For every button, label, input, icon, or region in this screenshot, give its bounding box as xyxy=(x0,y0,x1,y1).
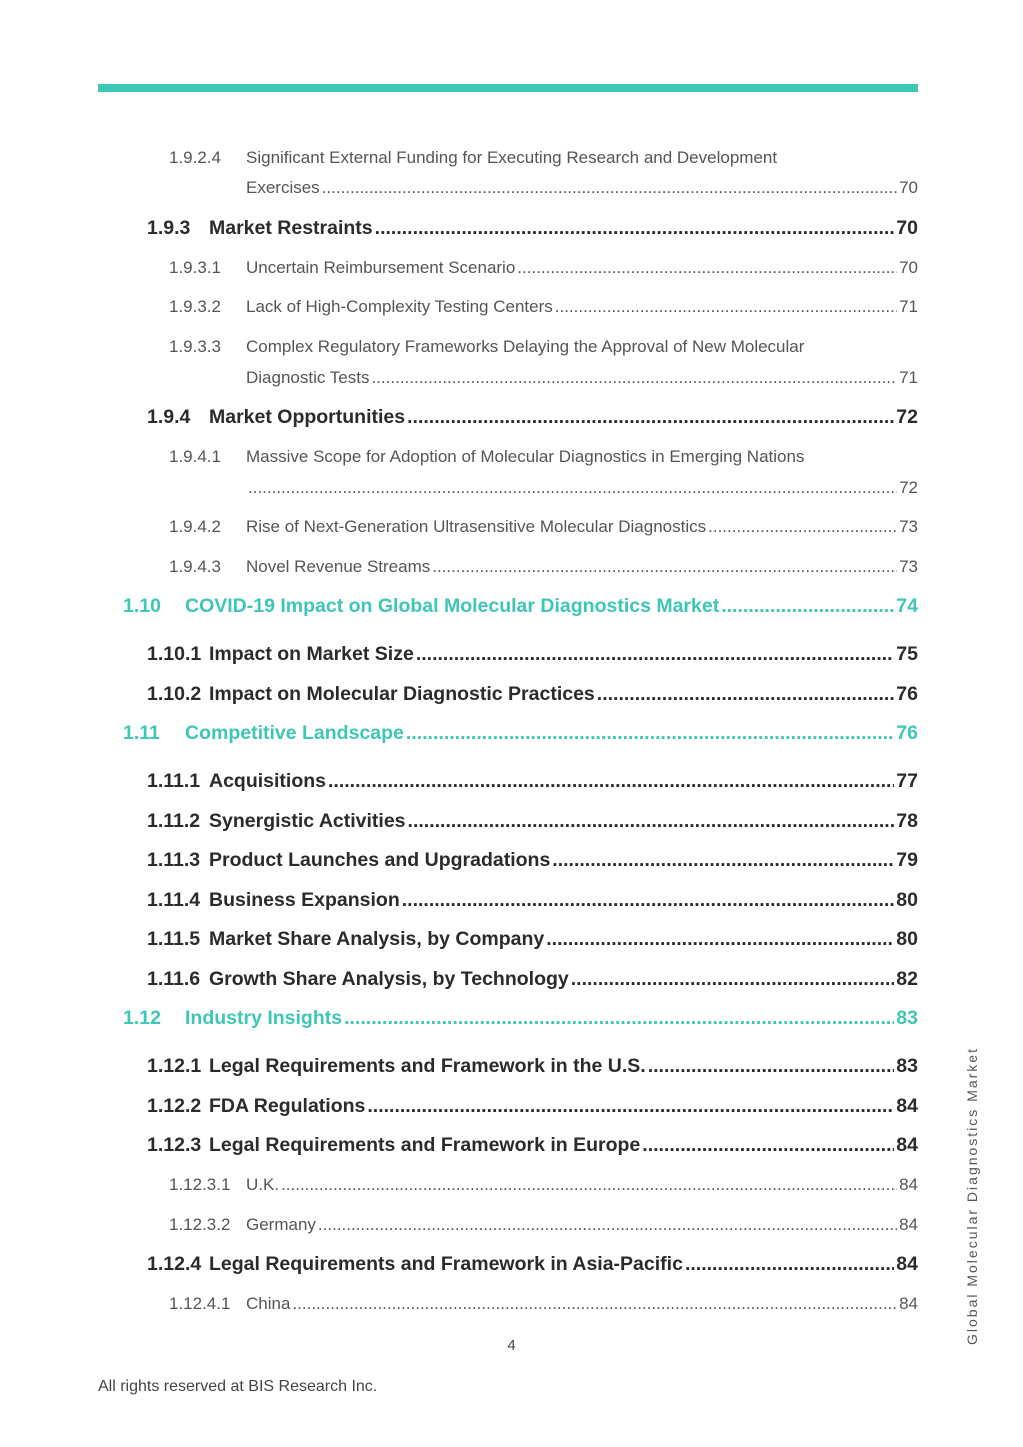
toc-title: Impact on Molecular Diagnostic Practices xyxy=(209,683,595,705)
toc-title: Growth Share Analysis, by Technology xyxy=(209,968,569,990)
toc-entry-1-12-4[interactable] xyxy=(147,1253,918,1276)
toc-number: 1.9.4.1 xyxy=(169,447,221,466)
toc-number: 1.11.4 xyxy=(147,889,201,911)
toc-title: COVID-19 Impact on Global Molecular Diagnostics Market xyxy=(185,595,720,617)
toc-title-line1: Massive Scope for Adoption of Molecular Diagnostics in Emerging Nations xyxy=(246,447,805,466)
toc-number: 1.12.3.1 xyxy=(169,1175,231,1194)
toc-title: China xyxy=(246,1294,291,1313)
toc-entry-1-9-4[interactable] xyxy=(147,406,918,429)
toc-entry-1-11[interactable] xyxy=(123,722,918,745)
toc-page: 84 xyxy=(896,1134,918,1156)
toc-page: 70 xyxy=(899,258,918,277)
toc-entry-1-11-3[interactable] xyxy=(147,849,918,872)
toc-entry-1-12-2[interactable] xyxy=(147,1095,918,1118)
toc-number: 1.9.3.2 xyxy=(169,297,221,316)
toc-leader-dots xyxy=(416,643,894,666)
toc-number: 1.12.3 xyxy=(147,1134,202,1156)
toc-title: Rise of Next-Generation Ultrasensitive Molecular Diagnostics xyxy=(246,517,707,536)
toc-entry-1-12-4-1[interactable] xyxy=(169,1294,918,1314)
toc-page: 72 xyxy=(896,406,918,428)
toc-title: Impact on Market Size xyxy=(209,643,414,665)
toc-leader-dots xyxy=(571,968,895,991)
toc-leader-dots xyxy=(432,557,897,577)
toc-title: Lack of High-Complexity Testing Centers xyxy=(246,297,553,316)
toc-leader-dots xyxy=(248,478,897,498)
toc-entry-1-10[interactable] xyxy=(123,595,918,618)
toc-page: 72 xyxy=(899,478,918,497)
toc-number: 1.9.4.2 xyxy=(169,517,221,536)
toc-title: Market Restraints xyxy=(209,217,373,239)
toc-title-line1: Complex Regulatory Frameworks Delaying the Approval of New Molecular xyxy=(246,337,805,356)
toc-page: 84 xyxy=(899,1215,918,1234)
copyright-notice: All rights reserved at BIS Research Inc. xyxy=(98,1378,378,1395)
toc-title: Industry Insights xyxy=(185,1007,343,1029)
toc-entry-1-11-1[interactable] xyxy=(147,770,918,793)
toc-leader-dots xyxy=(402,889,895,912)
toc-number: 1.11.6 xyxy=(147,968,201,990)
toc-leader-dots xyxy=(371,368,897,388)
toc-title: Legal Requirements and Framework in Europe xyxy=(209,1134,641,1156)
toc-page: 83 xyxy=(896,1007,918,1029)
toc-entry-1-9-3-2[interactable] xyxy=(169,297,918,317)
side-report-title: Global Molecular Diagnostics Market xyxy=(964,1047,980,1345)
toc-leader-dots xyxy=(642,1134,894,1157)
toc-page: 70 xyxy=(899,178,918,197)
toc-number: 1.12 xyxy=(123,1007,161,1029)
toc-leader-dots xyxy=(685,1253,894,1276)
toc-number: 1.12.1 xyxy=(147,1055,202,1077)
toc-page: 71 xyxy=(899,368,918,387)
toc-page: 75 xyxy=(896,643,918,665)
toc-page: 73 xyxy=(899,517,918,536)
toc-entry-1-9-3-1[interactable] xyxy=(169,258,918,278)
toc-title: Product Launches and Upgradations xyxy=(209,849,551,871)
toc-number: 1.12.3.2 xyxy=(169,1215,231,1234)
toc-leader-dots xyxy=(552,849,894,872)
toc-entry-1-9-4-2[interactable] xyxy=(169,517,918,537)
toc-entry-1-11-4[interactable] xyxy=(147,889,918,912)
toc-title: Exercises xyxy=(246,178,320,197)
toc-entry-1-12-3-1[interactable] xyxy=(169,1175,918,1195)
toc-leader-dots xyxy=(318,1215,897,1235)
toc-title: U.K. xyxy=(246,1175,280,1194)
toc-title: Germany xyxy=(246,1215,316,1234)
toc-leader-dots xyxy=(406,722,894,745)
toc-number: 1.9.4 xyxy=(147,406,191,428)
toc-leader-dots xyxy=(292,1294,897,1314)
toc-entry-1-12-3[interactable] xyxy=(147,1134,918,1157)
toc-number: 1.9.4.3 xyxy=(169,557,221,576)
toc-page: 84 xyxy=(899,1294,918,1313)
toc-entry-1-11-5[interactable] xyxy=(147,928,918,951)
toc-number: 1.9.2.4 xyxy=(169,148,221,167)
toc-title: Legal Requirements and Framework in the U.S. xyxy=(209,1055,646,1077)
toc-title: Market Share Analysis, by Company xyxy=(209,928,545,950)
toc-entry-1-11-2[interactable] xyxy=(147,810,918,833)
toc-leader-dots xyxy=(597,683,895,706)
toc-number: 1.10.1 xyxy=(147,643,202,665)
toc-number: 1.9.3.3 xyxy=(169,337,221,356)
toc-title: Legal Requirements and Framework in Asia-Pacific xyxy=(209,1253,683,1275)
toc-leader-dots xyxy=(281,1175,897,1195)
toc-leader-dots xyxy=(555,297,897,317)
toc-entry-1-10-1[interactable] xyxy=(147,643,918,666)
toc-page: 84 xyxy=(899,1175,918,1194)
toc-page: 71 xyxy=(899,297,918,316)
toc-leader-dots xyxy=(322,178,897,198)
toc-leader-dots xyxy=(375,217,895,240)
toc-leader-dots xyxy=(648,1055,895,1078)
toc-number: 1.9.3.1 xyxy=(169,258,221,277)
toc-title: Acquisitions xyxy=(209,770,327,792)
page-number: 4 xyxy=(507,1337,516,1354)
toc-number: 1.9.3 xyxy=(147,217,191,239)
toc-number: 1.12.4.1 xyxy=(169,1294,231,1313)
toc-number: 1.11 xyxy=(123,722,160,744)
toc-entry-1-9-3[interactable] xyxy=(147,217,918,240)
toc-number: 1.12.4 xyxy=(147,1253,202,1275)
toc-page: 78 xyxy=(896,810,918,832)
toc-page: 74 xyxy=(896,595,918,617)
toc-number: 1.11.1 xyxy=(147,770,201,792)
toc-number: 1.11.5 xyxy=(147,928,201,950)
header-accent-bar xyxy=(98,84,918,92)
toc-leader-dots xyxy=(517,258,897,278)
toc-page: 84 xyxy=(896,1253,918,1275)
toc-entry-1-9-4-3[interactable] xyxy=(169,557,918,577)
toc-entry-1-12-3-2[interactable] xyxy=(169,1215,918,1235)
toc-entry-1-11-6[interactable] xyxy=(147,968,918,991)
toc-leader-dots xyxy=(344,1007,894,1030)
toc-leader-dots xyxy=(328,770,894,793)
toc-number: 1.12.2 xyxy=(147,1095,202,1117)
toc-page: 83 xyxy=(896,1055,918,1077)
toc-title: Novel Revenue Streams xyxy=(246,557,431,576)
toc-entry-1-12-1[interactable] xyxy=(147,1055,918,1078)
toc-leader-dots xyxy=(546,928,894,951)
toc-title: FDA Regulations xyxy=(209,1095,366,1117)
toc-leader-dots xyxy=(721,595,894,618)
toc-number: 1.11.3 xyxy=(147,849,201,871)
toc-title-line1: Significant External Funding for Executing Research and Development xyxy=(246,148,778,167)
toc-page: 80 xyxy=(896,928,918,950)
toc-title: Business Expansion xyxy=(209,889,400,911)
toc-number: 1.10.2 xyxy=(147,683,202,705)
toc-title: Market Opportunities xyxy=(209,406,406,428)
toc-page: 79 xyxy=(896,849,918,871)
toc-number: 1.10 xyxy=(123,595,161,617)
toc-page: 77 xyxy=(896,770,918,792)
toc-page: 76 xyxy=(896,722,918,744)
toc-page: 70 xyxy=(896,217,918,239)
toc-page: 73 xyxy=(899,557,918,576)
toc-entry-1-10-2[interactable] xyxy=(147,683,918,706)
toc-page: 80 xyxy=(896,889,918,911)
toc-page: 84 xyxy=(896,1095,918,1117)
toc-leader-dots xyxy=(407,406,894,429)
toc-title: Diagnostic Tests xyxy=(246,368,370,387)
toc-number: 1.11.2 xyxy=(147,810,201,832)
toc-leader-dots xyxy=(708,517,897,537)
toc-page: 82 xyxy=(896,968,918,990)
toc-title: Competitive Landscape xyxy=(185,722,404,744)
toc-leader-dots xyxy=(367,1095,894,1118)
toc-title: Synergistic Activities xyxy=(209,810,406,832)
toc-page: 76 xyxy=(896,683,918,705)
toc-leader-dots xyxy=(408,810,895,833)
toc-title: Uncertain Reimbursement Scenario xyxy=(246,258,516,277)
toc-entry-1-12[interactable] xyxy=(123,1007,918,1030)
